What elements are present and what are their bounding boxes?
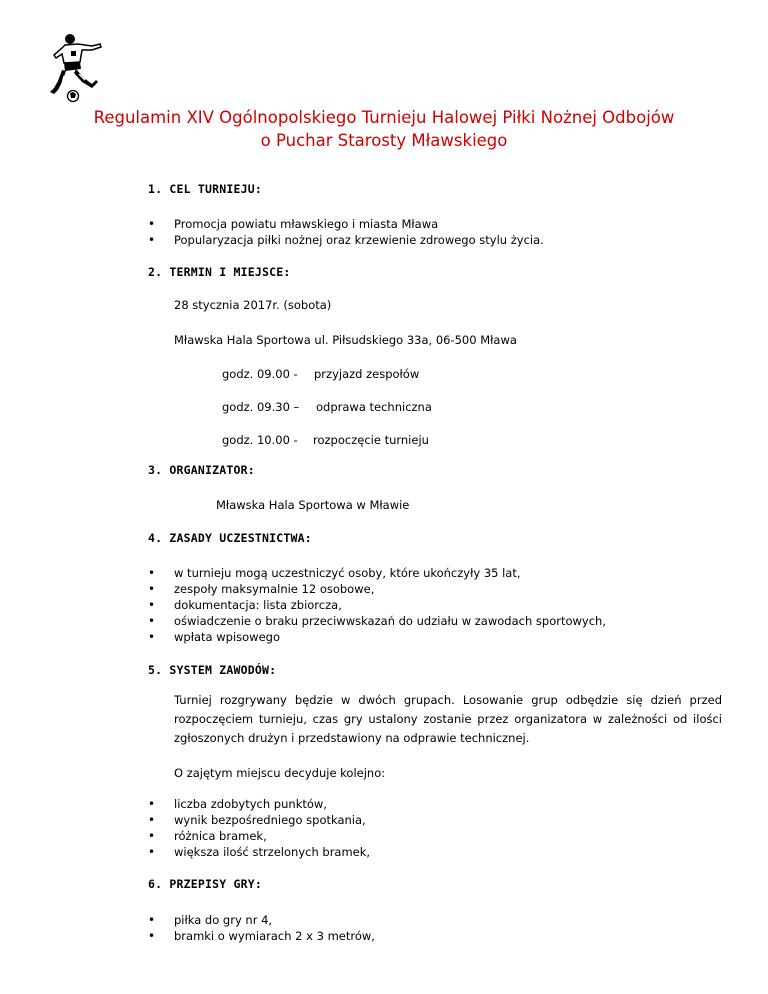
document-title-line1: Regulamin XIV Ogólnopolskiego Turnieju Halowej Piłki Nożnej Odbojów xyxy=(93,108,675,127)
bullet-icon: • xyxy=(148,582,156,596)
section-heading-goal: 1. CEL TURNIEJU: xyxy=(148,182,262,196)
bullet-icon: • xyxy=(148,913,156,927)
event-place: Mławska Hala Sportowa ul. Piłsudskiego 33a, 06-500 Mława xyxy=(174,333,517,347)
bullet-icon: • xyxy=(148,217,156,231)
section-heading-date-place: 2. TERMIN I MIEJSCE: xyxy=(148,265,291,279)
competition-system-paragraph: Turniej rozgrywany będzie w dwóch grupach. Losowanie grup odbędzie się dzień przed rozpoczęciem turnieju, czas gry ustalony zostanie przez organizatora w zależności od ilości zgłoszonych drużyn i przedstawiony na odprawie technicznej. xyxy=(174,693,722,745)
bullet-icon: • xyxy=(148,630,156,644)
list-item: wynik bezpośredniego spotkania, xyxy=(174,813,366,827)
schedule-description: odprawa techniczna xyxy=(316,400,432,414)
list-item: w turnieju mogą uczestniczyć osoby, które ukończyły 35 lat, xyxy=(174,566,521,580)
schedule-time: godz. 10.00 - xyxy=(222,433,298,447)
list-item: zespoły maksymalnie 12 osobowe, xyxy=(174,582,375,596)
football-player-icon xyxy=(48,32,106,104)
bullet-icon: • xyxy=(148,614,156,628)
section-heading-competition-system: 5. SYSTEM ZAWODÓW: xyxy=(148,663,277,677)
schedule-time: godz. 09.30 – xyxy=(222,400,300,414)
list-item: oświadczenie o braku przeciwwskazań do udziału w zawodach sportowych, xyxy=(174,614,606,628)
bullet-icon: • xyxy=(148,829,156,843)
schedule-description: rozpoczęcie turnieju xyxy=(313,433,429,447)
document-title-line2: o Puchar Starosty Mławskiego xyxy=(260,131,508,150)
section-heading-organizer: 3. ORGANIZATOR: xyxy=(148,463,255,477)
bullet-icon: • xyxy=(148,797,156,811)
event-date: 28 stycznia 2017r. (sobota) xyxy=(174,298,332,312)
bullet-icon: • xyxy=(148,233,156,247)
schedule-time: godz. 09.00 - xyxy=(222,367,298,381)
bullet-icon: • xyxy=(148,598,156,612)
bullet-icon: • xyxy=(148,929,156,943)
list-item: bramki o wymiarach 2 x 3 metrów, xyxy=(174,929,375,943)
organizer-name: Mławska Hala Sportowa w Mławie xyxy=(216,498,410,512)
list-item: wpłata wpisowego xyxy=(174,630,280,644)
list-item: Promocja powiatu mławskiego i miasta Mława xyxy=(174,217,439,231)
ranking-intro: O zajętym miejscu decyduje kolejno: xyxy=(174,766,386,780)
list-item: piłka do gry nr 4, xyxy=(174,913,273,927)
list-item: różnica bramek, xyxy=(174,829,267,843)
schedule-description: przyjazd zespołów xyxy=(314,367,420,381)
list-item: Popularyzacja piłki nożnej oraz krzewienie zdrowego stylu życia. xyxy=(174,233,544,247)
section-heading-game-rules: 6. PRZEPISY GRY: xyxy=(148,877,262,891)
bullet-icon: • xyxy=(148,813,156,827)
section-heading-participation-rules: 4. ZASADY UCZESTNICTWA: xyxy=(148,531,312,545)
list-item: liczba zdobytych punktów, xyxy=(174,797,327,811)
bullet-icon: • xyxy=(148,845,156,859)
list-item: większa ilość strzelonych bramek, xyxy=(174,845,371,859)
bullet-icon: • xyxy=(148,566,156,580)
list-item: dokumentacja: lista zbiorcza, xyxy=(174,598,342,612)
